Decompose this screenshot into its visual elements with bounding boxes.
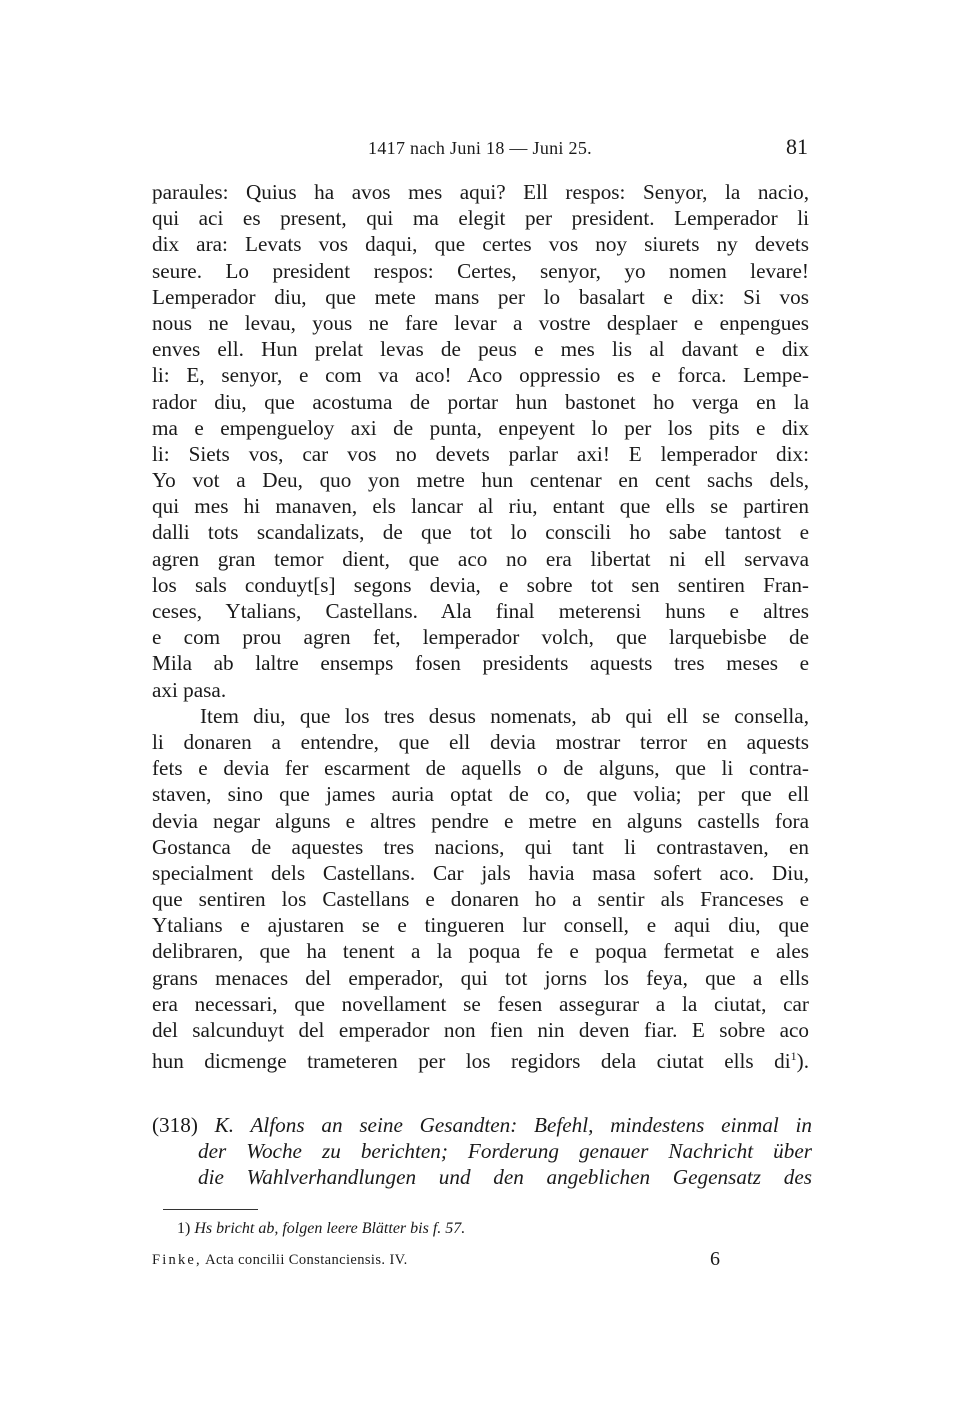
text-line: Yo vot a Deu, quo yon metre hun centenar en cent sachs dels, — [152, 468, 809, 493]
text-line: specialment dels Castellans. Car jals havia masa sofert aco. Diu, — [152, 860, 809, 885]
entry-summary-line: K. Alfons an seine Gesandten: Befehl, mindestens einmal in — [214, 1113, 813, 1137]
text-line: paraules: Quius ha avos mes aqui? Ell respos: Senyor, la nacio, — [152, 180, 809, 204]
text-line: e com prou agren fet, lemperador volch, que larquebisbe de — [152, 625, 809, 650]
signature-work: Acta concilii Constanciensis. IV. — [205, 1252, 408, 1268]
body-text — [152, 179, 809, 1074]
text-line: devia negar alguns e altres pendre e metre en alguns castells fora — [152, 808, 809, 833]
text-line: rador diu, que acostuma de portar hun bastonet ho verga en la — [152, 389, 809, 414]
text-line: dalli tots scandalizats, de que tot lo conscili ho sabe tantost e — [152, 520, 809, 545]
text-line: enves ell. Hun prelat levas de peus e mes lis al davant e dix — [152, 337, 809, 362]
text-line: Mila ab laltre ensemps fosen presidents aquests tres meses e — [152, 651, 809, 676]
text-line: ma e empengueloy axi de punta, enpeyent lo per los pits e dix — [152, 415, 809, 440]
entry-number: (318) — [152, 1113, 198, 1137]
entry-line — [152, 1112, 812, 1138]
text-line: qui aci es present, qui ma elegit per president. Lemperador li — [152, 206, 809, 231]
final-line-text: hun dicmenge trameteren per los regidors dela ciutat ells di — [152, 1049, 791, 1074]
text-line: delibraren, que ha tenent a la poqua fe e poqua fermetat e ales — [152, 939, 809, 964]
text-line: fets e devia fer escarment de aquells o de alguns, que li contra- — [152, 756, 809, 781]
text-line: del salcunduyt del emperador non fien nin deven fiar. E sobre aco — [152, 1018, 809, 1042]
text-line: agren gran temor dient, que aco no era libertat ni ell servava — [152, 546, 809, 571]
text-line: staven, sino que james auria optat de co, que volia; per que ell — [152, 782, 809, 807]
text-line: ceses, Ytalians, Castellans. Ala final meterensi huns e altres — [152, 599, 809, 623]
text-line: li donaren a entendre, que ell devia mostrar terror en aquests — [152, 729, 809, 754]
printer-signature — [152, 1248, 808, 1274]
text-line: grans menaces del emperador, qui tot jorns los feya, que a ells — [152, 965, 809, 990]
text-line: li: Siets vos, car vos no devets parlar axi! E lemperador dix: — [152, 441, 809, 466]
text-line: que sentiren los Castellans e donaren ho a sentir als Franceses e — [152, 887, 809, 912]
text-line: nous ne levau, yous ne fare levar a vostre desplaer e enpengues — [152, 310, 809, 335]
footnote — [177, 1220, 465, 1238]
text-line-final — [152, 1043, 809, 1074]
footnote-divider — [163, 1209, 258, 1210]
page-number: 81 — [786, 134, 808, 159]
entry-summary-line: der Woche zu berichten; Forderung genauer Nachricht über — [198, 1139, 812, 1164]
running-title: 1417 nach Juni 18 — Juni 25. — [368, 138, 592, 158]
signature-text — [152, 1252, 408, 1269]
text-line: seure. Lo president respos: Certes, senyor, yo nomen levare! — [152, 258, 809, 283]
text-line: era necessari, que novellament se fesen assegurar a la ciutat, car — [152, 991, 809, 1016]
text-line: Gostanca de aquestes tres nacions, qui tant li contrastaven, en — [152, 834, 809, 859]
entry-summary-line: die Wahlverhandlungen und den angeblichen Gegensatz des — [198, 1165, 812, 1190]
text-line: los sals conduyt[s] segons devia, e sobre tot sen sentiren Fran- — [152, 572, 809, 597]
sheet-number: 6 — [710, 1248, 720, 1270]
signature-author: Finke, — [152, 1252, 202, 1268]
running-head — [152, 134, 808, 164]
text-line: dix ara: Levats vos daqui, que certes vos noy siurets ny devets — [152, 232, 809, 257]
final-line-suffix: ). — [796, 1049, 809, 1074]
text-line: li: E, senyor, e com va aco! Aco oppressio es e forca. Lempe- — [152, 363, 809, 388]
document-entry — [152, 1112, 812, 1191]
text-line: Ytalians e ajustaren se e tingueren lur consell, e aqui diu, que — [152, 913, 809, 938]
footnote-text: Hs bricht ab, folgen leere Blätter bis f. 57. — [194, 1220, 466, 1237]
footnote-marker: 1) — [177, 1220, 191, 1237]
text-line: qui mes hi manaven, els lancar al riu, entant que ells se partiren — [152, 494, 809, 519]
text-line: Item diu, que los tres desus nomenats, ab qui ell se consella, — [200, 703, 809, 728]
text-line: Lemperador diu, que mete mans per lo basalart e dix: Si vos — [152, 284, 809, 309]
footnote-reference: 1 — [790, 1049, 797, 1064]
text-line: axi pasa. — [152, 677, 227, 702]
